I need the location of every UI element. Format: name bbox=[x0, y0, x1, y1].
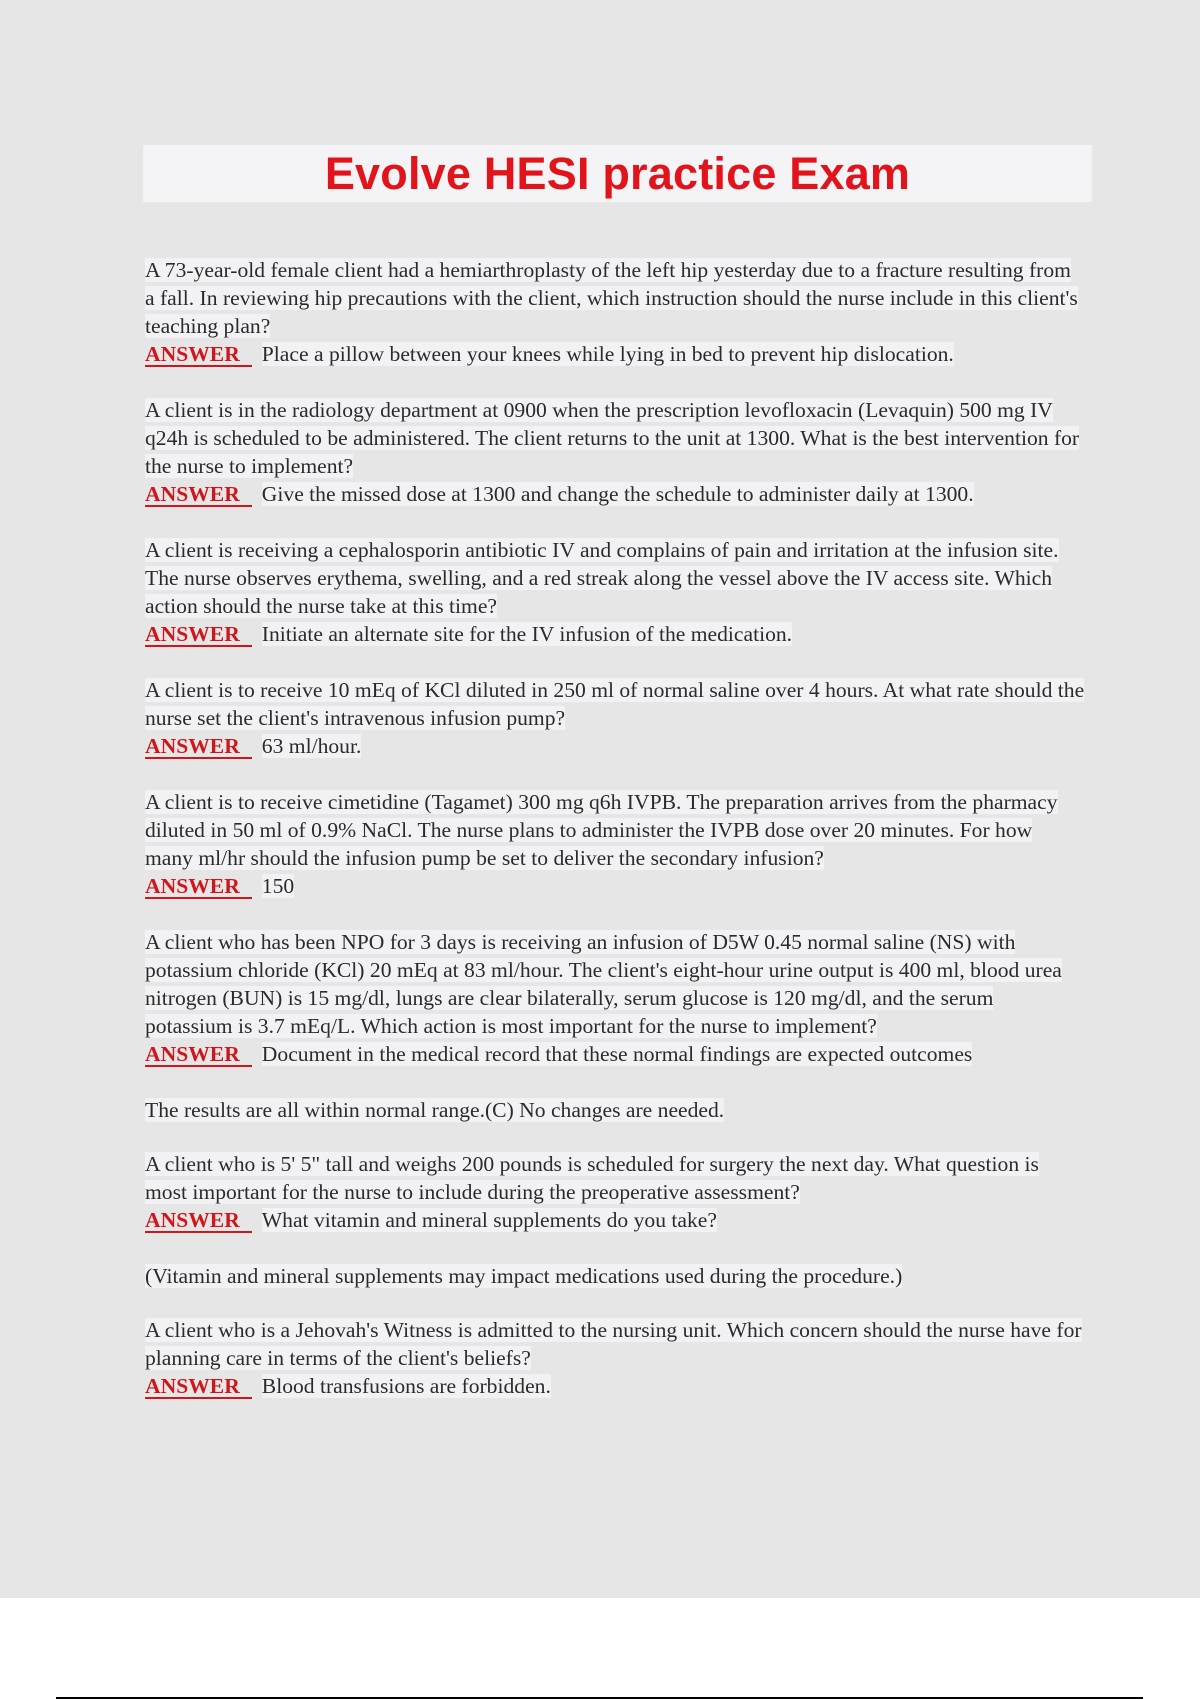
answer-label: ANSWER bbox=[145, 1375, 252, 1399]
rationale-text: (Vitamin and mineral supplements may impact medications used during the procedure.) bbox=[145, 1264, 903, 1288]
answer-text: 150 bbox=[261, 874, 295, 898]
answer-line bbox=[145, 1206, 1085, 1234]
answer-label: ANSWER bbox=[145, 343, 252, 367]
question-item bbox=[145, 676, 1085, 760]
rationale-text: The results are all within normal range.(C) No changes are needed. bbox=[145, 1098, 725, 1122]
question-text: A 73-year-old female client had a hemiarthroplasty of the left hip yesterday due to a fracture resulting from a fall. In reviewing hip precautions with the client, which instruction should the nurse include in this client's teaching plan? bbox=[145, 258, 1078, 338]
answer-text: 63 ml/hour. bbox=[261, 734, 362, 758]
rationale-note bbox=[145, 1262, 1085, 1290]
answer-line bbox=[145, 1040, 1085, 1068]
answer-text: Initiate an alternate site for the IV infusion of the medication. bbox=[261, 622, 793, 646]
answer-line bbox=[145, 1372, 1085, 1400]
question-item bbox=[145, 536, 1085, 648]
question-item bbox=[145, 1316, 1085, 1400]
answer-line bbox=[145, 340, 1085, 368]
answer-text: Place a pillow between your knees while lying in bed to prevent hip dislocation. bbox=[261, 342, 954, 366]
question-item bbox=[145, 1150, 1085, 1234]
answer-label: ANSWER bbox=[145, 875, 252, 899]
question-item bbox=[145, 928, 1085, 1068]
footer-divider bbox=[56, 1697, 1143, 1699]
question-text: A client who is 5' 5" tall and weighs 200 pounds is scheduled for surgery the next day. What question is most important for the nurse to include during the preoperative assessment? bbox=[145, 1152, 1039, 1204]
answer-line bbox=[145, 480, 1085, 508]
page-title: Evolve HESI practice Exam bbox=[324, 148, 911, 199]
answer-line bbox=[145, 732, 1085, 760]
answer-text: Document in the medical record that these normal findings are expected outcomes bbox=[261, 1042, 973, 1066]
question-text: A client who has been NPO for 3 days is receiving an infusion of D5W 0.45 normal saline (NS) with potassium chloride (KCl) 20 mEq at 83 ml/hour. The client's eight-hour urine output is 400 ml, blood urea nitrogen (BUN) is 15 mg/dl, lungs are clear bilaterally, serum glucose is 120 mg/dl, and the serum potassium is 3.7 mEq/L. Which action is most important for the nurse to implement? bbox=[145, 930, 1062, 1038]
answer-line bbox=[145, 872, 1085, 900]
question-text: A client is in the radiology department at 0900 when the prescription levofloxacin (Levaquin) 500 mg IV q24h is scheduled to be administered. The client returns to the unit at 1300. What is the best intervention for the nurse to implement? bbox=[145, 398, 1080, 478]
answer-line bbox=[145, 620, 1085, 648]
question-text: A client is receiving a cephalosporin antibiotic IV and complains of pain and irritation at the infusion site. The nurse observes erythema, swelling, and a red streak along the vessel above the IV access site. Which action should the nurse take at this time? bbox=[145, 538, 1059, 618]
question-text: A client is to receive 10 mEq of KCl diluted in 250 ml of normal saline over 4 hours. At what rate should the nurse set the client's intravenous infusion pump? bbox=[145, 678, 1085, 730]
rationale-note bbox=[145, 1096, 1085, 1124]
question-item bbox=[145, 396, 1085, 508]
answer-text: What vitamin and mineral supplements do you take? bbox=[261, 1208, 717, 1232]
question-item bbox=[145, 256, 1085, 368]
question-text: A client is to receive cimetidine (Tagamet) 300 mg q6h IVPB. The preparation arrives from the pharmacy diluted in 50 ml of 0.9% NaCl. The nurse plans to administer the IVPB dose over 20 minutes. For how many ml/hr should the infusion pump be set to deliver the secondary infusion? bbox=[145, 790, 1058, 870]
answer-text: Give the missed dose at 1300 and change the schedule to administer daily at 1300. bbox=[261, 482, 974, 506]
answer-label: ANSWER bbox=[145, 1043, 252, 1067]
answer-label: ANSWER bbox=[145, 483, 252, 507]
answer-label: ANSWER bbox=[145, 1209, 252, 1233]
title-banner bbox=[143, 145, 1092, 202]
question-list bbox=[145, 256, 1085, 1428]
answer-label: ANSWER bbox=[145, 735, 252, 759]
answer-text: Blood transfusions are forbidden. bbox=[261, 1374, 551, 1398]
question-item bbox=[145, 788, 1085, 900]
question-text: A client who is a Jehovah's Witness is admitted to the nursing unit. Which concern should the nurse have for planning care in terms of the client's beliefs? bbox=[145, 1318, 1082, 1370]
answer-label: ANSWER bbox=[145, 623, 252, 647]
